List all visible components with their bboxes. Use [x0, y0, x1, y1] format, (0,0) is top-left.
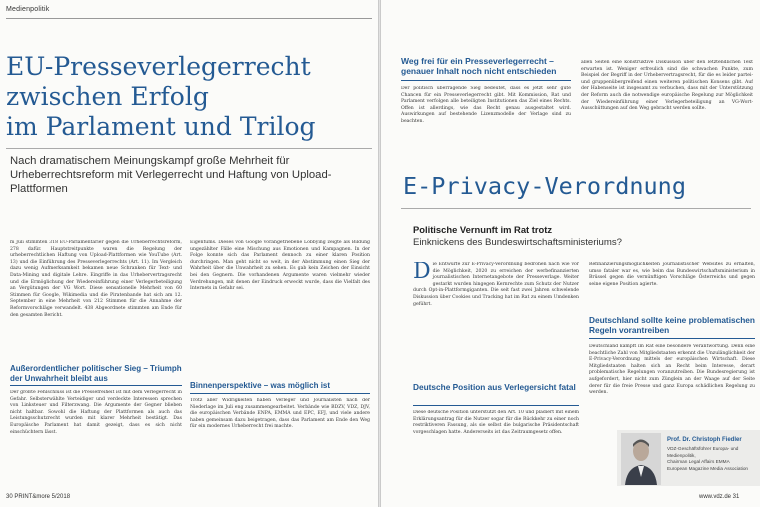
- right-top-subhead-rule: [401, 80, 571, 81]
- right-col1-subhead-rule: [413, 405, 579, 406]
- right-col2-subhead-rule: [589, 338, 755, 339]
- left-col2-body2: Trotz aller Widrigkeiten haben Verleger und Journalisten nach der Niederlage im Juli eng zusammengearbeitet. Verbände wie BDZV, VDZ, DJV, die europäischen Verbände ENPA, EMMA und EPC, EFJ, und viele andere haben gemeinsam dazu beigetragen, dass das Parlament am Ende den Weg für ein modernes Urheberrecht frei machte.: [190, 398, 370, 430]
- dropcap: D: [413, 262, 431, 284]
- left-page: [0, 0, 378, 507]
- headline-line-2: zwischen Erfolg: [6, 82, 209, 111]
- right-col2-body: Deutschland kämpft im Rat eine besondere Verantwortung. Denn eine beachtliche Zahl von Mitgliedstaaten erkennt die Unzulänglichkeit der E-Privacy-Verordnung mittels der europäischen Wirtschaft. Diese Mitgliedstaaten halten sich an Recht beim Interesse, derart problematische Regelungen voranzutreiben. Die Bundesregierung ist aufgefordert, hier nicht zum Zünglein an der Waage auf der Seite derer für die freie Presse und ganz Europa schädlichen Regelung zu werden.: [589, 344, 755, 396]
- eprivacy-dek-line-1: Politische Vernunft im Rat trotz: [413, 224, 553, 235]
- author-portrait: [621, 433, 661, 485]
- left-folio: 30 PRINT&more 5/2018: [6, 494, 71, 500]
- right-col1-intro-text: ie Entwürfe zur E-Privacy-Verordnung bedrohen nach wie vor die Möglichkeit, 2020 zu erreichen der werbefinanzierten journalistischen Internetangebote der Presseverlage. Weiter gestarkt wurden hingegen Kernrechte zum Schutz der Nutzer durch Opt-in-Plattformgiganten. Die seit fast zwei Jahren schwelende Diskussion über Cookies und Tracking hat im Rat zu einem Umdenken geführt.: [413, 262, 579, 307]
- eprivacy-headline-rule: [401, 208, 751, 209]
- right-folio: www.vdz.de 31: [699, 494, 740, 500]
- author-line-3: European Magazine Media Association: [667, 465, 749, 471]
- right-top-col2: allen Seiten eine konstruktive Diskussion über den letztendlichen Text erwarten ist. Weniger erfreulich sind die schwachen Punkte, zum Beispiel der Begriff in der Urhebervertragsrecht, für die es leider partei- und gruppenübergreifend einen weiteren politischen Konsens gibt. Auf der Habenseite ist insgesamt zu verbuchen, dass mit der Unterstützung der Reform auch die notwendige europäische Regelung zur Möglichkeit der Wiedereinführung einer Verlegerbeteiligung an VG-Wort-Ausschüttungen auf den Weg gebracht werden sollte.: [581, 60, 753, 112]
- article-dek: Nach dramatischem Meinungskampf große Mehrheit für Urheberrechtsreform mit Verlegerrecht und Haftung von Upload-Plattformen: [10, 155, 332, 195]
- author-affiliation: [667, 446, 759, 472]
- section-label: Medienpolitik: [6, 6, 50, 13]
- section-rule: [6, 18, 372, 19]
- eprivacy-headline: E-Privacy-Verordnung: [403, 172, 686, 200]
- right-col1-subhead: Deutsche Position aus Verlegersicht fatal: [413, 382, 576, 392]
- right-page: [381, 0, 760, 507]
- left-col2-subhead: Binnenperspektive – was möglich ist: [190, 381, 331, 390]
- main-headline: [6, 52, 376, 142]
- left-col1-intro: m Juli stimmten 318 EU-Parlamentarier gegen die Urheberrechtsreform, 278 dafür. Hauptstreitpunkte waren die Regelung der urheberrechtlichen Haftung von Upload-Plattformen wie YouTube (Art. 13) und die Einführung des Presseverlegerrechts (Art. 11). Im Vergleich dazu wenig Aufmerksamkeit bekamen neue Schranken für Text- und Data-Mining und digitale Lehre. Eingriffe in das Urhebervertragsrecht und die Ermöglichung der Wiedereinführung einer Verlegerbeteiligung an Vergütungen der VG Wort. Diese sensationelle Mehrheit von 60 Stimmen für Google, Wikimedia und die Piratenbande hat sich am 12. September in eine Mehrheit von 212 Stimmen für die Annahme der Reformvorschläge verwandelt. 438 Abgeordnete stimmten am Ende für den gesamten Bericht.: [10, 240, 182, 318]
- headline-line-1: EU-Presseverlegerrecht: [6, 52, 311, 81]
- right-col2-subhead: Deutschland sollte keine problematischen Regeln vorantreiben: [589, 315, 755, 335]
- left-col1-body: Der größte Fehlschluss ist die Pressefreiheit ist mit dem Verlegerrecht in Gefahr. Selbsterwählte Verteidiger und verdeckte Interessen sprechen von Linksteuer und Filterzwang. Die Argumente der Gegner blieben nicht haltbar. Sowohl die Haftung der Plattformen als auch das Leistungsschutzrecht wurden mit klarer Mehrheit bestätigt. Das Europäische Parlament hat damit gezeigt, dass es sich nicht einschüchtern lässt.: [10, 390, 182, 435]
- portrait-illustration: [621, 433, 661, 485]
- author-line-2: Chairman Legal Affairs EMMA: [667, 459, 730, 465]
- left-col2-subhead-rule: [190, 393, 370, 394]
- headline-line-3: im Parlament und Trilog: [6, 112, 316, 141]
- author-line-1: VDZ-Geschäftsführer Europa- und Medienpolitik,: [667, 446, 739, 458]
- left-col1-subhead: Außerordentlicher politischer Sieg – Triumph der Unwahrheit bleibt aus: [10, 364, 182, 383]
- dek-rule: [6, 148, 372, 149]
- right-top-subhead: Weg frei für ein Presseverlegerrecht – genauer Inhalt noch nicht entschieden: [401, 56, 557, 76]
- right-col2-intro: Refinanzierungsmöglichkeiten journalistischer Websites zu erhalten, umso fataler war es, wie beim das Bundeswirtschaftsministerium in Brüssel gegen die vernünftigen Vorschläge Österreichs und gegen seine eigene Position agierte.: [589, 262, 755, 287]
- author-name: Prof. Dr. Christoph Fiedler: [667, 437, 742, 443]
- right-top-col1: Der politisch überragende Sieg bedeutet, dass es jetzt sehr gute Chancen für ein Presseverlegerrecht gibt. Mit Kommission, Rat und Parlament verfolgen alle beteiligten Institutionen das Ziel eines Rechts. Offen ist allerdings, wie das Recht genau ausgestaltet wird. Auswirkungen auf bestehende Lizenzmodelle der Verlage sind zu beachten.: [401, 86, 571, 124]
- right-col1-body: Diese deutsche Position unterstützt den Art. 10 und plädiert mit einem Erklärungsantrag für die Nutzer sogar für die Rückkehr zu einer noch restriktiveren Fassung, als sie selbst die bulgarische Präsidentschaft vorgeschlagen hatte. Andererseits ist das Zeitraumgesetz offen.: [413, 410, 579, 435]
- left-col1-subhead-rule: [10, 385, 182, 386]
- left-col2-body: Eigentums. Dieses von Google vorangetriebene Lobbying zeigte als Bildung ungezählter Fälle eine Mischung aus Emotionen und Kampagnen. In der Folge konnte sich das Parlament dennoch zu einer klaren Position durchringen. Man geht nicht so weit, in der Abstimmung einen Sieg der Wahrheit über die Unwahrheit zu sehen. Es gab kein Zeichen der Einsicht bei den Gegnern. Die vorhandenen Argumente waren vielmehr wieder Verdrehungen, mit denen der Eindruck erweckt wurde, dass die Vielfalt des Internets in Gefahr sei.: [190, 240, 370, 292]
- right-col1-intro: [413, 262, 579, 372]
- eprivacy-dek-line-2: Einknickens des Bundeswirtschaftsministeriums?: [413, 237, 623, 248]
